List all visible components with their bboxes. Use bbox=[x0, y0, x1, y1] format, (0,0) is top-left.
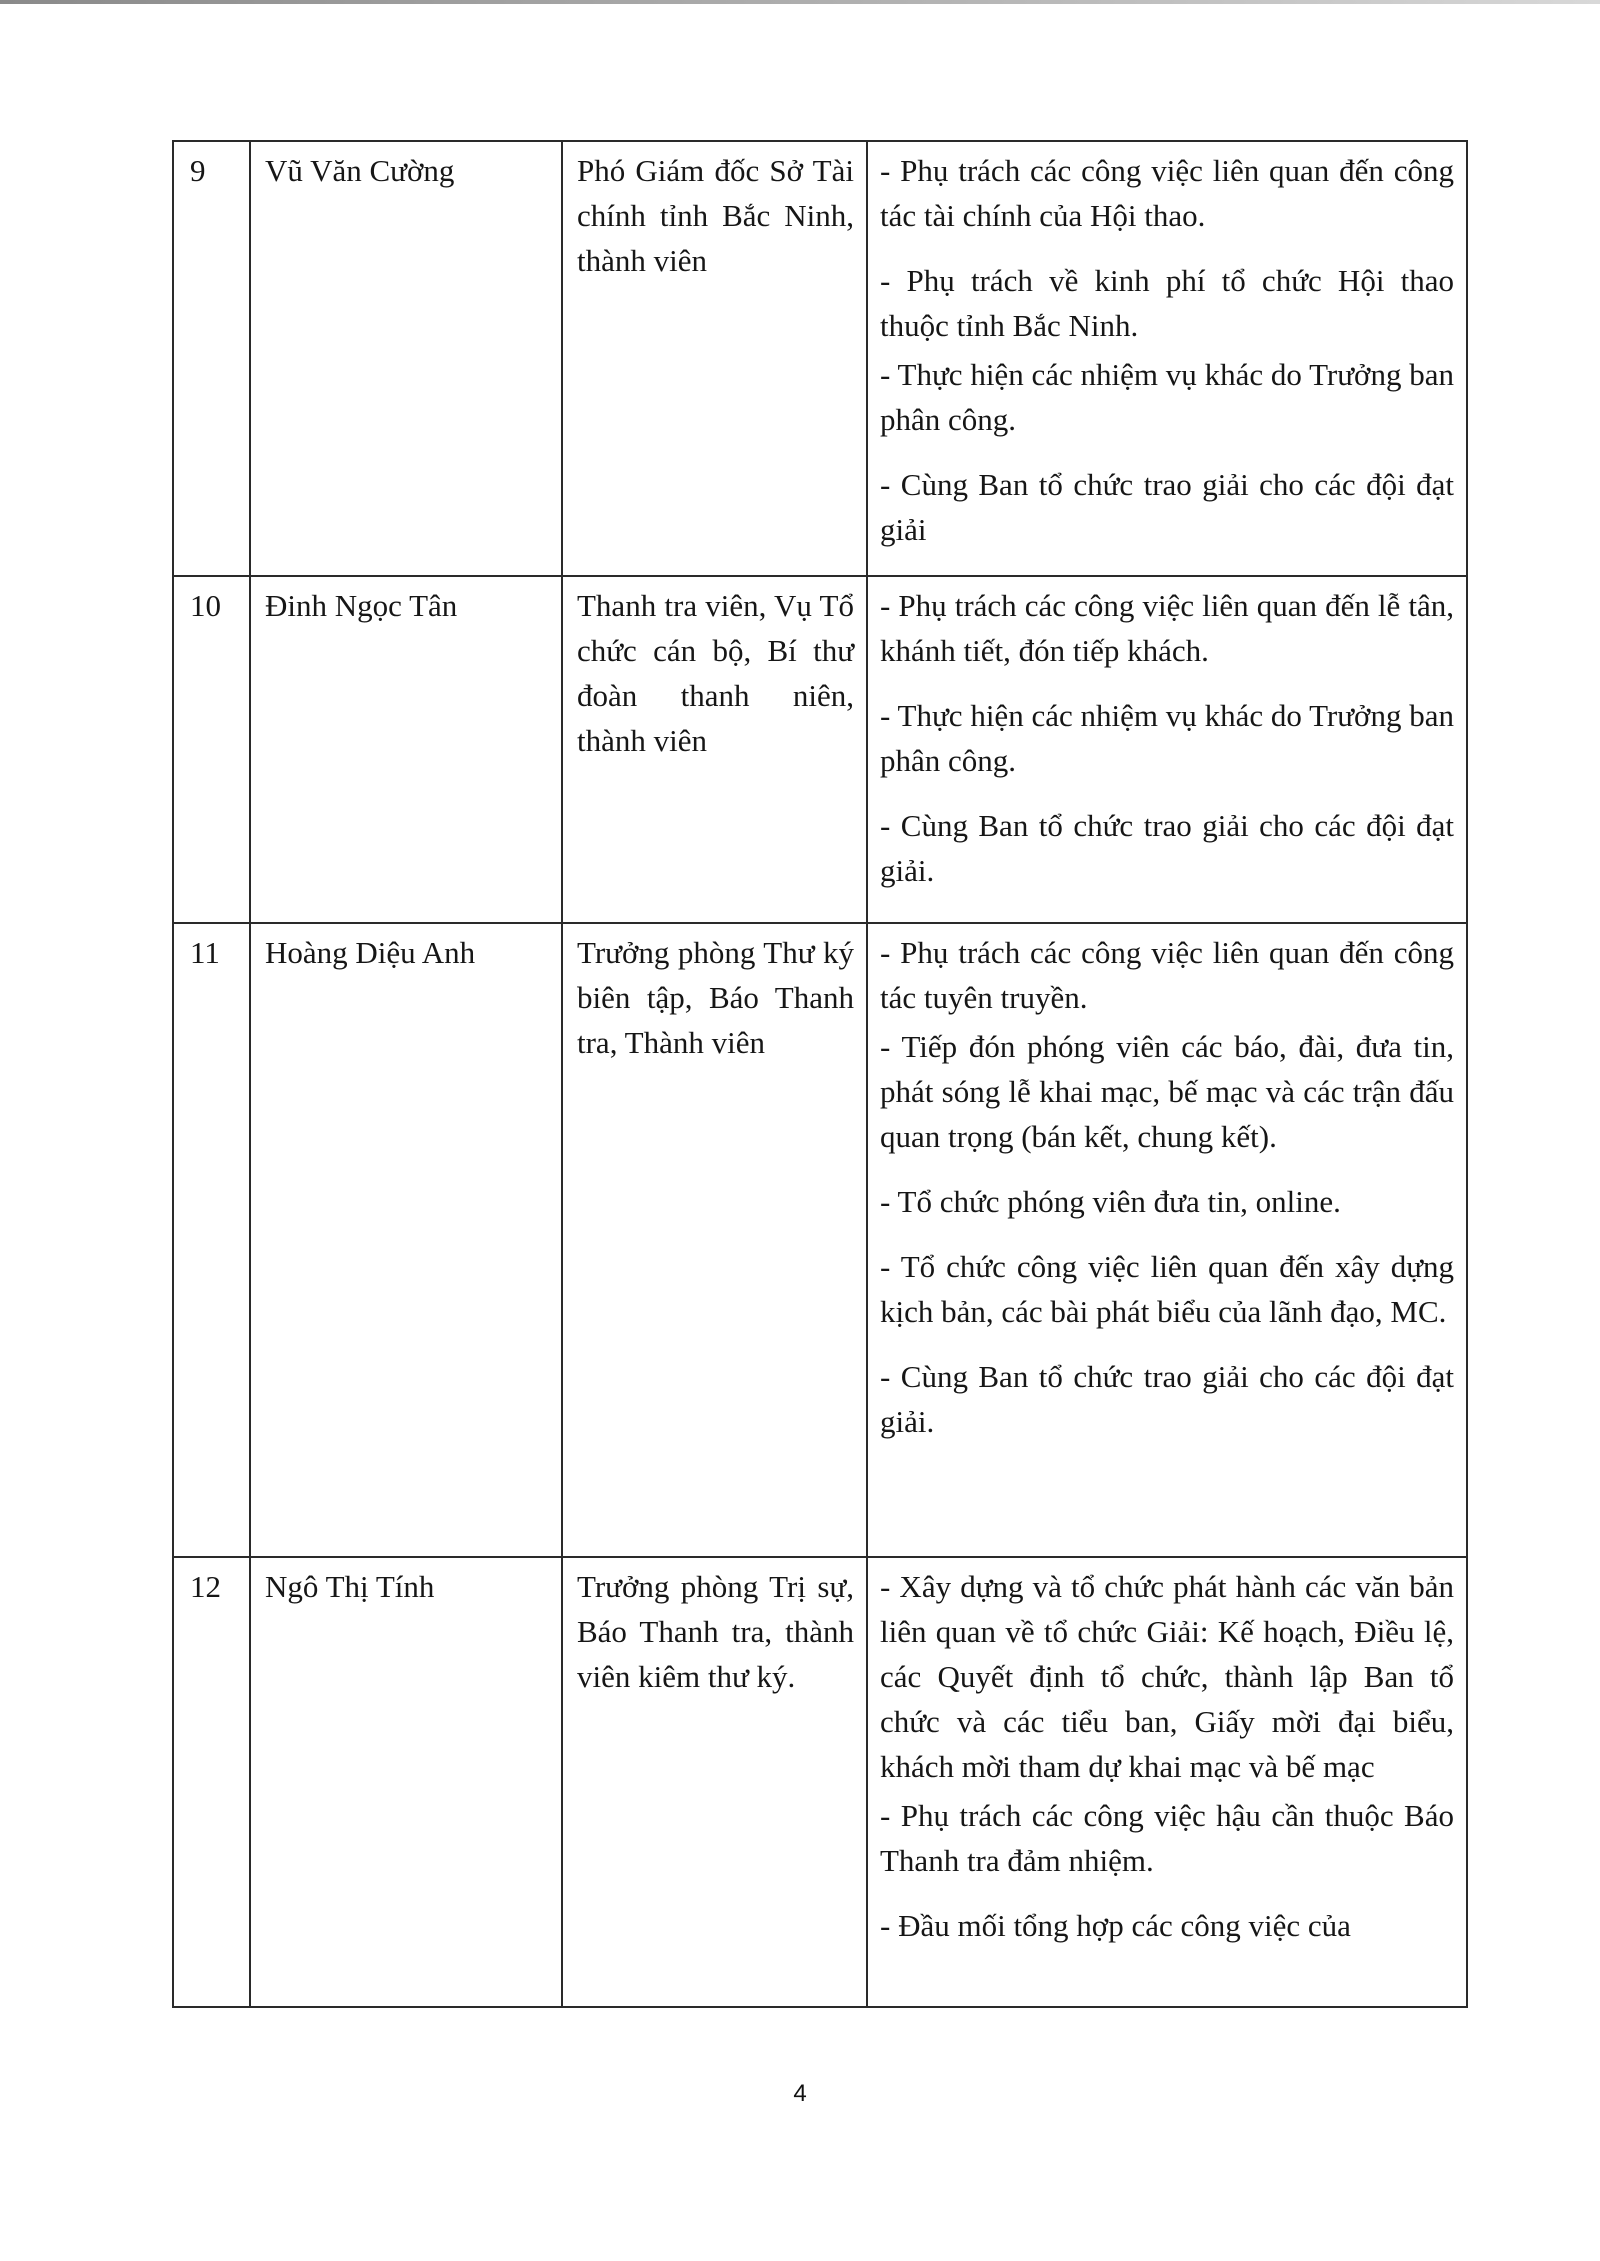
task-item: - Tổ chức phóng viên đưa tin, online. bbox=[880, 1184, 1341, 1219]
task-item: - Thực hiện các nhiệm vụ khác do Trưởng ban phân công. bbox=[880, 698, 1454, 778]
member-position: Trưởng phòng Thư ký biên tập, Báo Thanh tra, Thành viên bbox=[562, 923, 867, 1557]
member-position: Phó Giám đốc Sở Tài chính tỉnh Bắc Ninh, thành viên bbox=[562, 141, 867, 576]
task-item: - Cùng Ban tổ chức trao giải cho các đội đạt giải. bbox=[880, 808, 1454, 888]
member-position: Trưởng phòng Trị sự, Báo Thanh tra, thành viên kiêm thư ký. bbox=[562, 1557, 867, 2007]
task-item: - Tổ chức công việc liên quan đến xây dựng kịch bản, các bài phát biểu của lãnh đạo, MC. bbox=[880, 1249, 1454, 1329]
row-number: 12 bbox=[173, 1557, 250, 2007]
member-position: Thanh tra viên, Vụ Tổ chức cán bộ, Bí thư đoàn thanh niên, thành viên bbox=[562, 576, 867, 923]
member-tasks bbox=[867, 1557, 1467, 2007]
member-name: Đinh Ngọc Tân bbox=[250, 576, 562, 923]
task-item: - Tiếp đón phóng viên các báo, đài, đưa tin, phát sóng lễ khai mạc, bế mạc và các trận đấu quan trọng (bán kết, chung kết). bbox=[880, 1029, 1454, 1154]
task-item: - Thực hiện các nhiệm vụ khác do Trưởng ban phân công. bbox=[880, 357, 1454, 437]
member-name: Hoàng Diệu Anh bbox=[250, 923, 562, 1557]
member-tasks bbox=[867, 576, 1467, 923]
table-row bbox=[173, 1557, 1467, 2007]
task-item: - Phụ trách các công việc liên quan đến lễ tân, khánh tiết, đón tiếp khách. bbox=[880, 588, 1454, 668]
page-number: 4 bbox=[793, 2080, 807, 2107]
table-row bbox=[173, 576, 1467, 923]
task-item: - Xây dựng và tổ chức phát hành các văn bản liên quan về tổ chức Giải: Kế hoạch, Điều lệ, các Quyết định tổ chức, thành lập Ban tổ chức và các tiểu ban, Giấy mời đại biểu, khách mời tham dự khai mạc và bế mạc bbox=[880, 1569, 1454, 1784]
member-name: Ngô Thị Tính bbox=[250, 1557, 562, 2007]
task-item: - Cùng Ban tổ chức trao giải cho các đội đạt giải. bbox=[880, 1359, 1454, 1439]
task-item: - Phụ trách các công việc liên quan đến công tác tài chính của Hội thao. bbox=[880, 153, 1454, 233]
task-item: - Phụ trách các công việc liên quan đến công tác tuyên truyền. bbox=[880, 935, 1454, 1015]
table-row bbox=[173, 141, 1467, 576]
row-number: 11 bbox=[173, 923, 250, 1557]
member-tasks bbox=[867, 141, 1467, 576]
table-row bbox=[173, 923, 1467, 1557]
task-item: - Phụ trách về kinh phí tổ chức Hội thao thuộc tỉnh Bắc Ninh. bbox=[880, 263, 1454, 343]
member-tasks bbox=[867, 923, 1467, 1557]
task-item: - Đầu mối tổng hợp các công việc của bbox=[880, 1908, 1351, 1943]
scan-edge-strip bbox=[0, 0, 1600, 4]
row-number: 9 bbox=[173, 141, 250, 576]
task-item: - Phụ trách các công việc hậu cần thuộc Báo Thanh tra đảm nhiệm. bbox=[880, 1798, 1454, 1878]
member-name: Vũ Văn Cường bbox=[250, 141, 562, 576]
assignment-table bbox=[172, 140, 1468, 2008]
row-number: 10 bbox=[173, 576, 250, 923]
task-item: - Cùng Ban tổ chức trao giải cho các đội đạt giải bbox=[880, 467, 1454, 547]
